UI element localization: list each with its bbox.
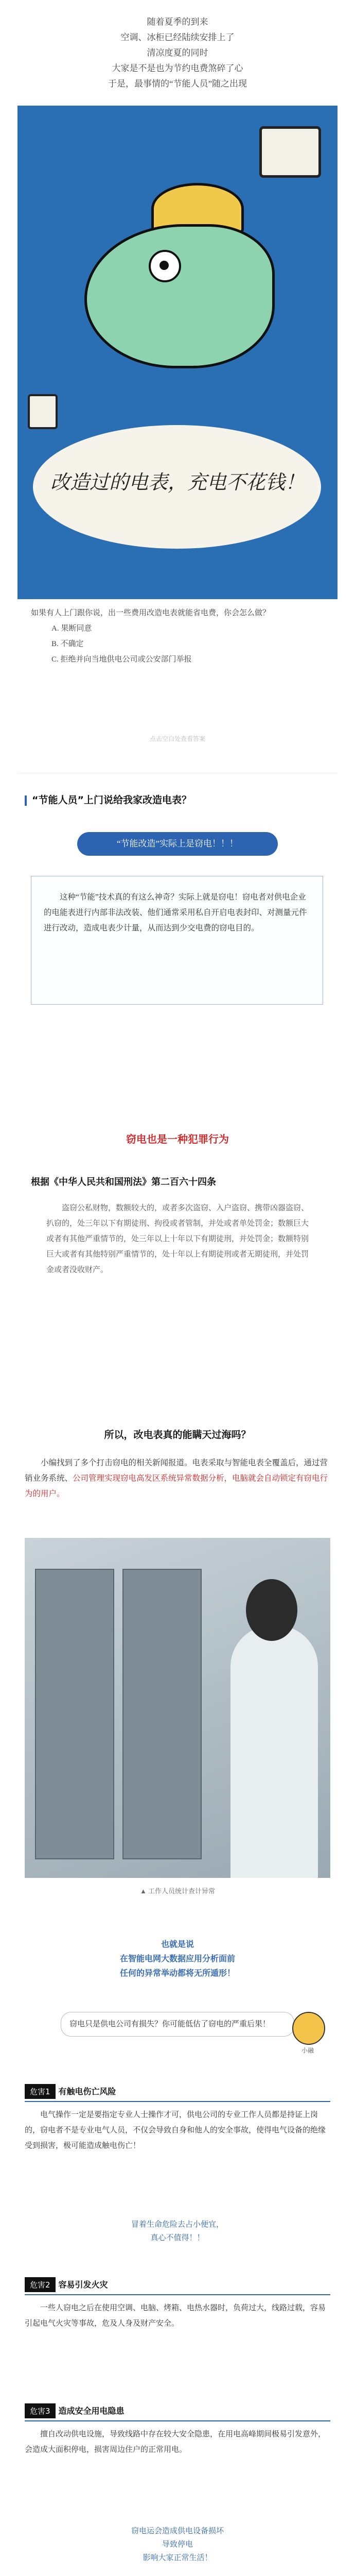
electric-meter-icon bbox=[259, 126, 321, 178]
equipment-rack bbox=[122, 1569, 202, 1859]
quiz-block bbox=[31, 605, 329, 667]
danger-tag: 危害1 bbox=[25, 2084, 56, 2099]
staff-photo bbox=[25, 1538, 330, 1878]
intro-line: 大家是不是也为节约电费煞碎了心 bbox=[112, 63, 243, 73]
intro-text bbox=[0, 0, 355, 92]
intro-line: 随着夏季的到来 bbox=[147, 17, 208, 27]
danger-title: 容易引发火灾 bbox=[58, 2280, 108, 2290]
fish-eye bbox=[149, 250, 181, 282]
section-title-text: “节能人员”上门说给我家改造电表？ bbox=[32, 794, 191, 806]
staff-member bbox=[230, 1625, 318, 1878]
danger-text: 一些人窃电之后在使用空调、电脑、烤箱、电热水器时，负荷过大，线路过载，容易引起电气火灾等事故，危及人身及财产安全。 bbox=[25, 2304, 326, 2328]
law-text: 盗窃公私财物，数额较大的，或者多次盗窃、入户盗窃、携带凶器盗窃、扒窃的，处三年以下有期徒刑、拘役或者管制，并处或者单处罚金；数额巨大或者有其他严重情节的，处三年以上十年以下有期徒刑，并处罚金；数额特别巨大或者有其他特别严重情节的，处十年以上有期徒刑或者无期徒刑，并处罚金或者没收财产。 bbox=[46, 1204, 309, 1274]
warning-line: 真心不值得！！ bbox=[150, 2234, 205, 2242]
mascot-name: 小融 bbox=[301, 2047, 314, 2054]
staff-head bbox=[246, 1579, 297, 1641]
mascot-avatar bbox=[292, 2012, 325, 2045]
danger-3 bbox=[25, 2403, 330, 2458]
quiz-question: 如果有人上门跟你说，出一些费用改造电表就能省电费，你会怎么做？ bbox=[31, 609, 271, 617]
law-heading: 根据《中华人民共和国刑法》第二百六十四条 bbox=[31, 1177, 216, 1187]
danger-tag: 危害2 bbox=[25, 2277, 56, 2292]
intro-line: 空调、冰柜已经陆续安排上了 bbox=[120, 32, 235, 42]
quiz-option-a[interactable]: A. 果断同意 bbox=[51, 624, 92, 633]
news-text bbox=[25, 1455, 330, 1502]
conclusion-text bbox=[0, 1937, 355, 1980]
danger-title: 造成安全用电隐患 bbox=[58, 2406, 125, 2416]
law-text-block bbox=[46, 1200, 309, 1278]
power-outlet-icon bbox=[28, 394, 58, 429]
danger-1 bbox=[25, 2084, 330, 2154]
impact-line: 窃电运会造成供电设备损坏 bbox=[131, 2527, 224, 2535]
photo-caption: ▲ 工作人员统计查计异常 bbox=[139, 1887, 216, 1895]
conclusion-line: 任何的异常举动都将无所遁形！ bbox=[119, 1968, 235, 1978]
danger-title: 有触电伤亡风险 bbox=[58, 2087, 116, 2096]
warning-note bbox=[0, 2218, 355, 2245]
danger-underline bbox=[25, 2101, 330, 2102]
conclusion-line: 也就是说 bbox=[161, 1939, 194, 1949]
news-text-highlight: 公司管理实现窃电高发区系统异常数据分析，电脑就会自动锁定有窃电行为的用户。 bbox=[25, 1474, 328, 1498]
danger-tag: 危害3 bbox=[25, 2403, 56, 2418]
news-text-plain: 小编找到了多个打击窃电的相关新闻报道。电表采取与智能电表全覆盖后，通过营销业务系统、 bbox=[25, 1459, 328, 1483]
danger-underline bbox=[25, 2420, 330, 2421]
impact-note bbox=[0, 2524, 355, 2565]
question-heading: 所以，改电表真的能瞒天过海吗？ bbox=[104, 1429, 251, 1440]
fish-mascot-icon bbox=[84, 224, 275, 368]
chat-text: 窃电只是供电公司有损失？你可能低估了窃电的严重后果！ bbox=[61, 2012, 294, 2037]
danger-text: 擅自改动供电设施，导致线路中存在较大安全隐患，在用电高峰期间极易引发意外，会造成大面积停电，损害周边住户的正常用电。 bbox=[25, 2430, 326, 2454]
warning-line: 冒着生命危险去占小便宜， bbox=[131, 2221, 224, 2229]
hero-slogan: 改造过的电表，充电不花钱！ bbox=[50, 471, 305, 494]
crime-title: 窃电也是一种犯罪行为 bbox=[126, 1133, 229, 1145]
chat-bubble bbox=[25, 2012, 330, 2058]
section-title bbox=[25, 792, 191, 806]
explanation-text: 这种“节能”技术真的有这么神奇？实际上就是窃电！窃电者对供电企业的电能表进行内部非法改装、他们通常采用私自开启电表封印、对测量元件进行改动，造成电表少计量，从而达到少交电费的窃电目的。 bbox=[44, 893, 307, 933]
conclusion-line: 在智能电网大数据应用分析面前 bbox=[119, 1954, 235, 1963]
quiz-option-c[interactable]: C. 拒绝并向当地供电公司或公安部门举报 bbox=[51, 655, 192, 664]
impact-line: 影响大家正常生活！ bbox=[143, 2554, 212, 2562]
danger-text: 电气操作一定是要指定专业人士操作才可，供电公司的专业工作人员都是持证上岗的，窃电者不是专业电气人员，不仅会导致自身和他人的安全事故，使得电气设备的绝缘受到损害，极可能造成触电伤亡！ bbox=[25, 2111, 326, 2150]
news-paragraph bbox=[25, 1455, 330, 1502]
hero-illustration bbox=[17, 106, 338, 599]
intro-line: 于是，最事情的“节能人员”随之出现 bbox=[108, 79, 247, 89]
explanation-box bbox=[31, 876, 323, 1005]
highlight-pill: “节能改造”实际上是窃电！！！ bbox=[77, 832, 278, 856]
reveal-answer-hint[interactable]: 点击空白处查看答案 bbox=[149, 735, 205, 742]
quiz-option-b[interactable]: B. 不确定 bbox=[51, 640, 84, 648]
danger-underline bbox=[25, 2294, 330, 2295]
title-accent-bar bbox=[25, 795, 27, 806]
impact-line: 导致停电 bbox=[162, 2540, 193, 2549]
equipment-rack bbox=[35, 1569, 114, 1859]
intro-line: 清凉度夏的同时 bbox=[147, 48, 208, 58]
danger-2 bbox=[25, 2277, 330, 2331]
